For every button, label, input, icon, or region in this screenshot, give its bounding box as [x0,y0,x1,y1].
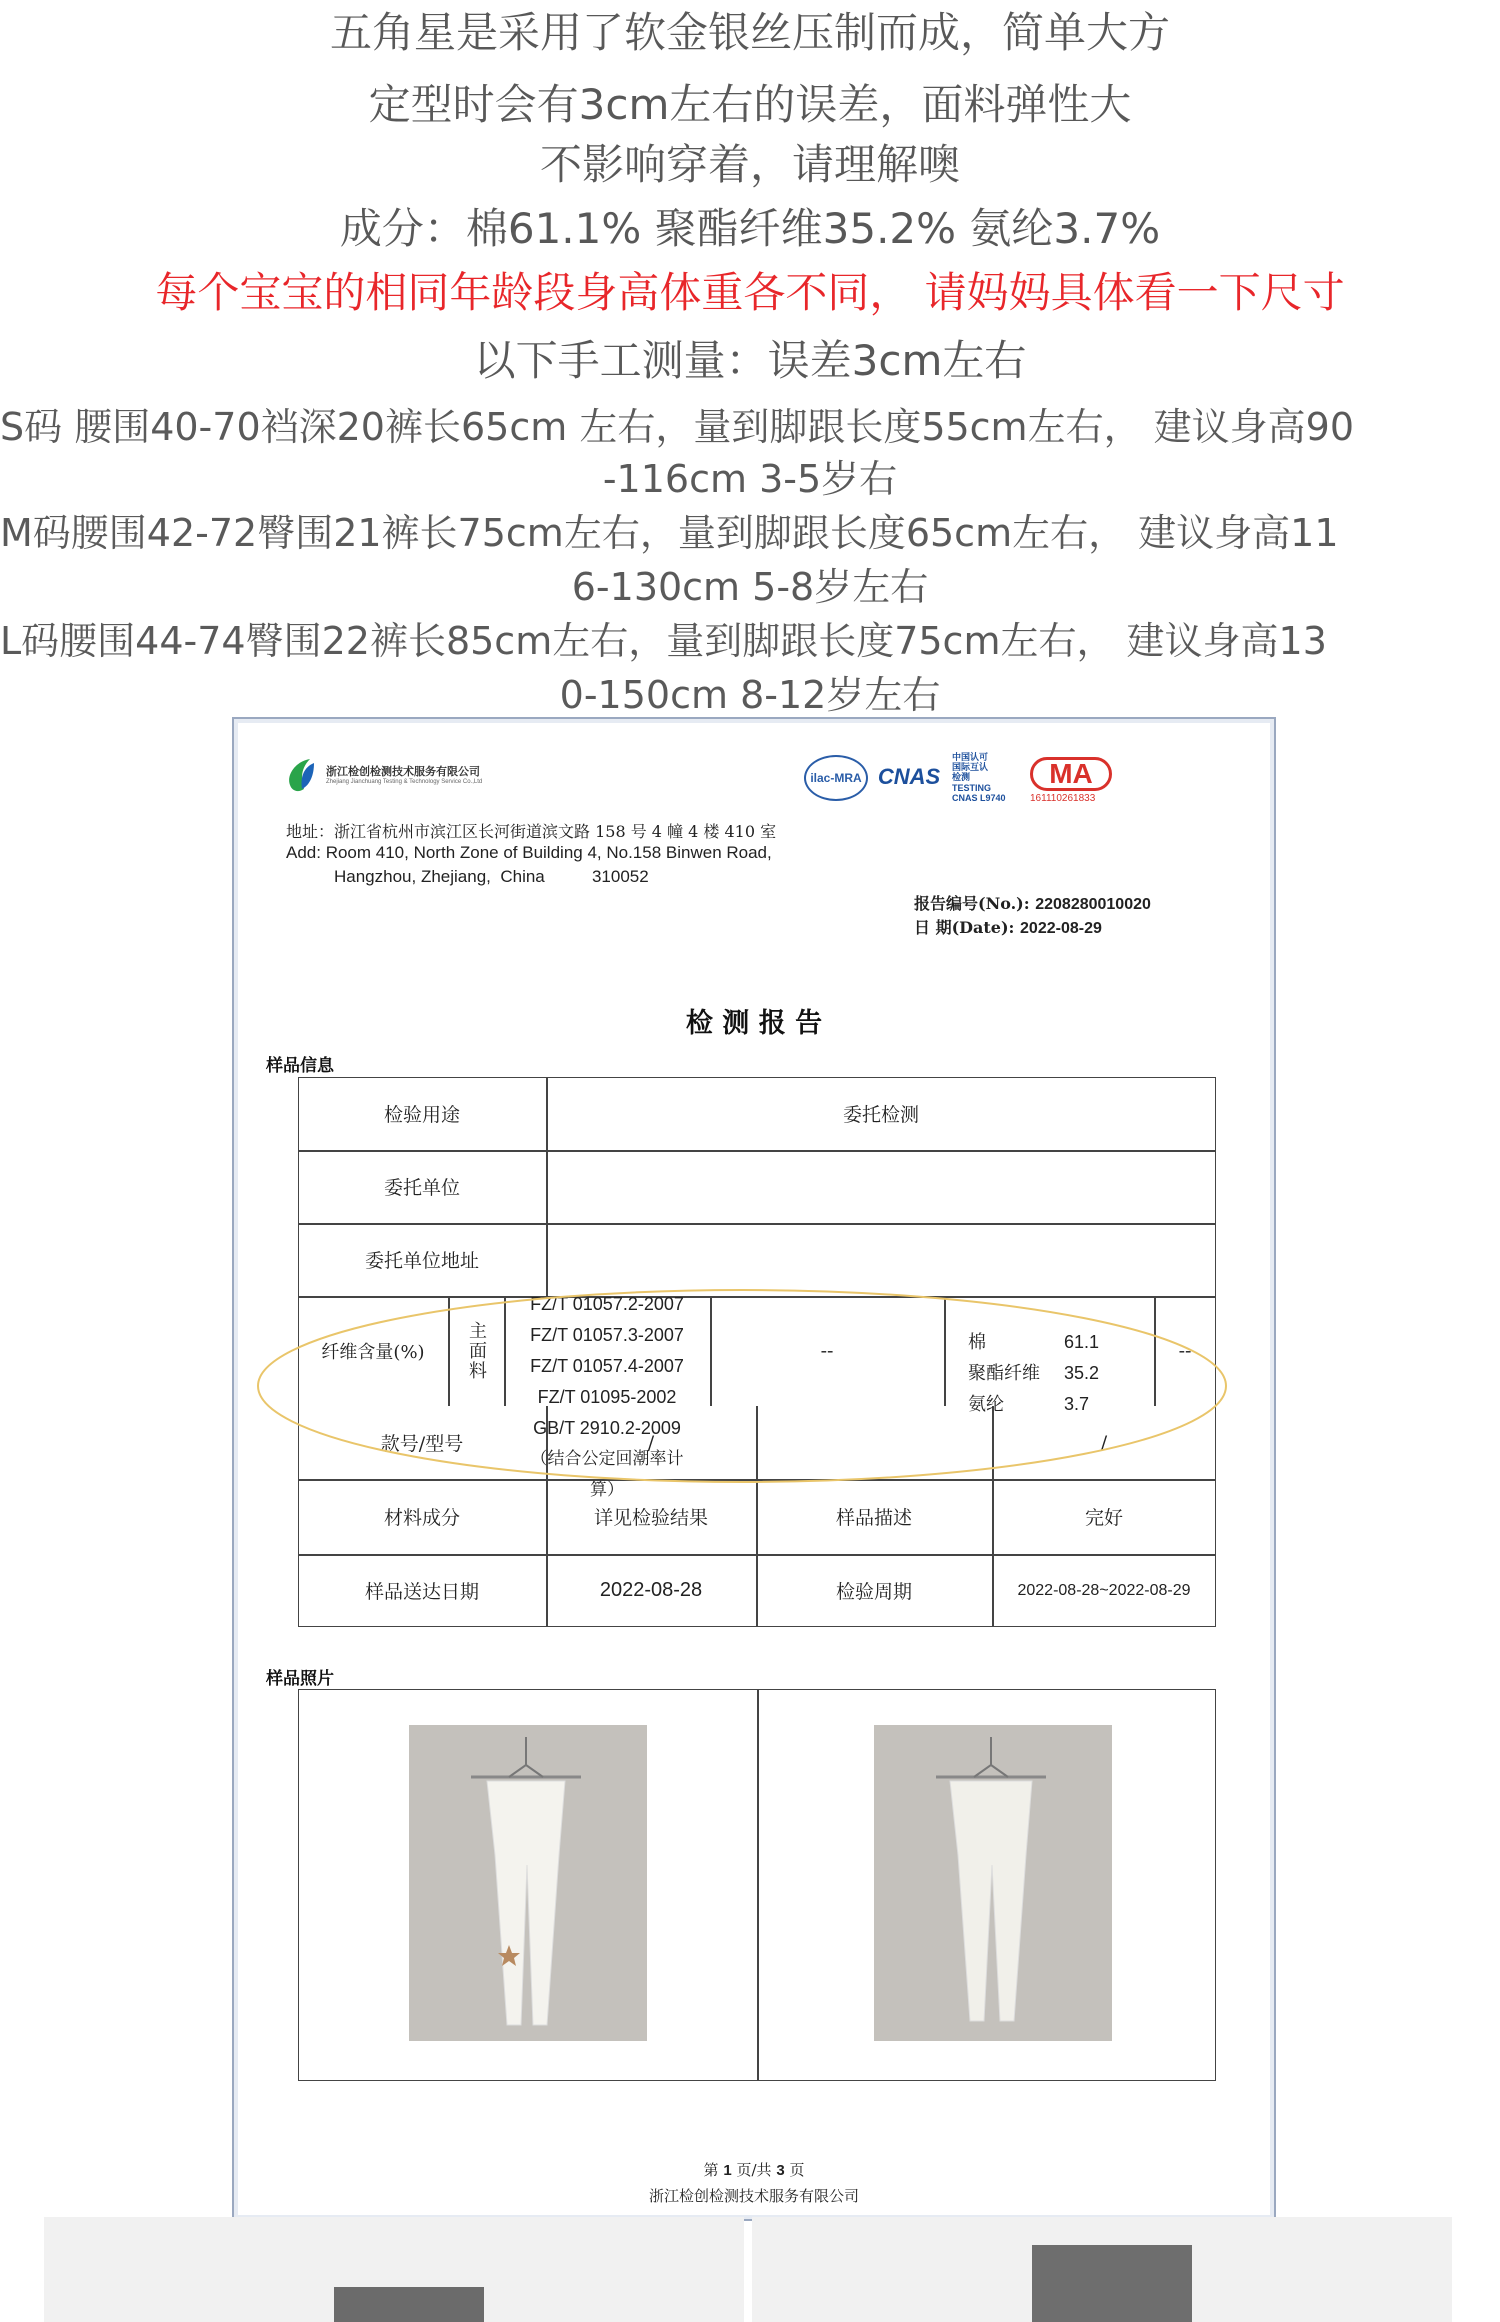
size-l-line-1: L码腰围44-74臀围22裤长85cm左右，量到脚跟长度75cm左右， 建议身高13 [0,619,1327,663]
row-description-label: 样品描述 [835,1507,912,1529]
fiber-name: 棉 [968,1332,986,1353]
product-preview-right [752,2217,1452,2322]
footer-company: 浙江检创检测技术服务有限公司 [648,2187,859,2205]
company-logo-icon [284,755,318,795]
sample-photo-front [409,1725,647,2041]
cma-mark-icon: MA [1030,757,1112,791]
fiber-name: 聚酯纤维 [968,1363,1040,1384]
report-title: 检 测 报 告 [685,1008,823,1039]
row-purpose-label: 检验用途 [383,1104,460,1126]
intro-line-2: 定型时会有3cm左右的误差，面料弹性大 [368,80,1132,129]
size-s-line-2: -116cm 3-5岁右 [602,457,898,501]
composition-line: 成分：棉61.1% 聚酯纤维35.2% 氨纶3.7% [339,204,1161,253]
fiber-name: 氨纶 [968,1394,1004,1415]
row-delivery-label: 样品送达日期 [364,1581,479,1603]
section-sample-photo: 样品照片 [266,1669,334,1689]
address-cn: 地址：浙江省杭州市滨江区长河街道滨文路 158 号 4 幢 4 楼 410 室 [286,822,777,841]
fiber-dash-1: -- [820,1340,834,1362]
cnas-caption: 中国认可 国际互认 检测 TESTING CNAS L9740 [952,753,1006,803]
intro-line-3: 不影响穿着，请理解噢 [539,140,960,189]
row-material-label: 材料成分 [383,1507,460,1529]
row-model-label: 款号/型号 [380,1433,464,1455]
page-indicator: 第 1 页/共 3 页 [703,2161,805,2179]
size-s-line-1: S码 腰围40-70裆深20裤长65cm 左右，量到脚跟长度55cm左右， 建议身高90 [0,405,1355,449]
company-name-en: Zhejiang Jianchuang Testing & Technology Service Co.,Ltd [326,779,483,785]
fiber-value: 35.2 [1064,1363,1100,1383]
report-date: 日 期(Date): 2022-08-29 [914,918,1102,937]
size-m-line-2: 6-130cm 5-8岁左右 [571,565,929,609]
row-purpose-value: 委托检测 [842,1104,919,1126]
company-name-cn: 浙江检创检测技术服务有限公司 [326,765,480,778]
section-sample-info: 样品信息 [266,1056,334,1076]
cma-number: 161110261833 [1030,793,1096,804]
fiber-content-label: 纤维含量(%) [321,1342,425,1363]
notice-line: 每个宝宝的相同年龄段身高体重各不同， 请妈妈具体看一下尺寸 [155,268,1345,317]
row-client-label: 委托单位 [383,1177,460,1199]
address-en-1: Add: Room 410, North Zone of Building 4, No.158 Binwen Road, [286,843,772,862]
measure-note: 以下手工测量：误差3cm左右 [473,336,1027,385]
row-description-value: 完好 [1084,1507,1123,1529]
report-number: 报告编号(No.): 2208280010020 [914,894,1151,913]
size-l-line-2: 0-150cm 8-12岁左右 [559,673,941,717]
size-m-line-1: M码腰围42-72臀围21裤长75cm左右，量到脚跟长度65cm左右， 建议身高11 [0,511,1339,555]
row-model-value: / [647,1431,655,1454]
row-model-value-2: / [1100,1431,1108,1454]
fiber-part-label: 主面料 [466,1321,487,1381]
row-period-value: 2022-08-28~2022-08-29 [1017,1581,1191,1599]
ilac-mra-mark-icon: ilac-MRA [804,755,868,801]
cnas-mark-icon: CNAS [877,764,941,789]
row-client-address-label: 委托单位地址 [364,1250,479,1272]
sample-photo-back [874,1725,1112,2041]
test-standards: FZ/T 01057.2-2007 FZ/T 01057.3-2007 FZ/T 01057.4-2007 FZ/T 01095-2002 GB/T 2910.2-2009 （结合公定回潮率计 算） [530,1294,684,1500]
address-en-2: Hangzhou, Zhejiang, China 310052 [334,867,649,886]
product-preview-left [44,2217,744,2322]
test-report [232,717,1276,2221]
fiber-dash-2: -- [1178,1340,1192,1362]
fiber-value: 3.7 [1064,1394,1090,1414]
row-period-label: 检验周期 [835,1581,912,1603]
highlight-oval [254,1284,1254,1500]
fiber-value: 61.1 [1064,1332,1100,1352]
intro-line-1: 五角星是采用了软金银丝压制而成，简单大方 [329,8,1170,57]
row-material-value: 详见检验结果 [593,1507,708,1529]
row-delivery-value: 2022-08-28 [599,1579,703,1601]
